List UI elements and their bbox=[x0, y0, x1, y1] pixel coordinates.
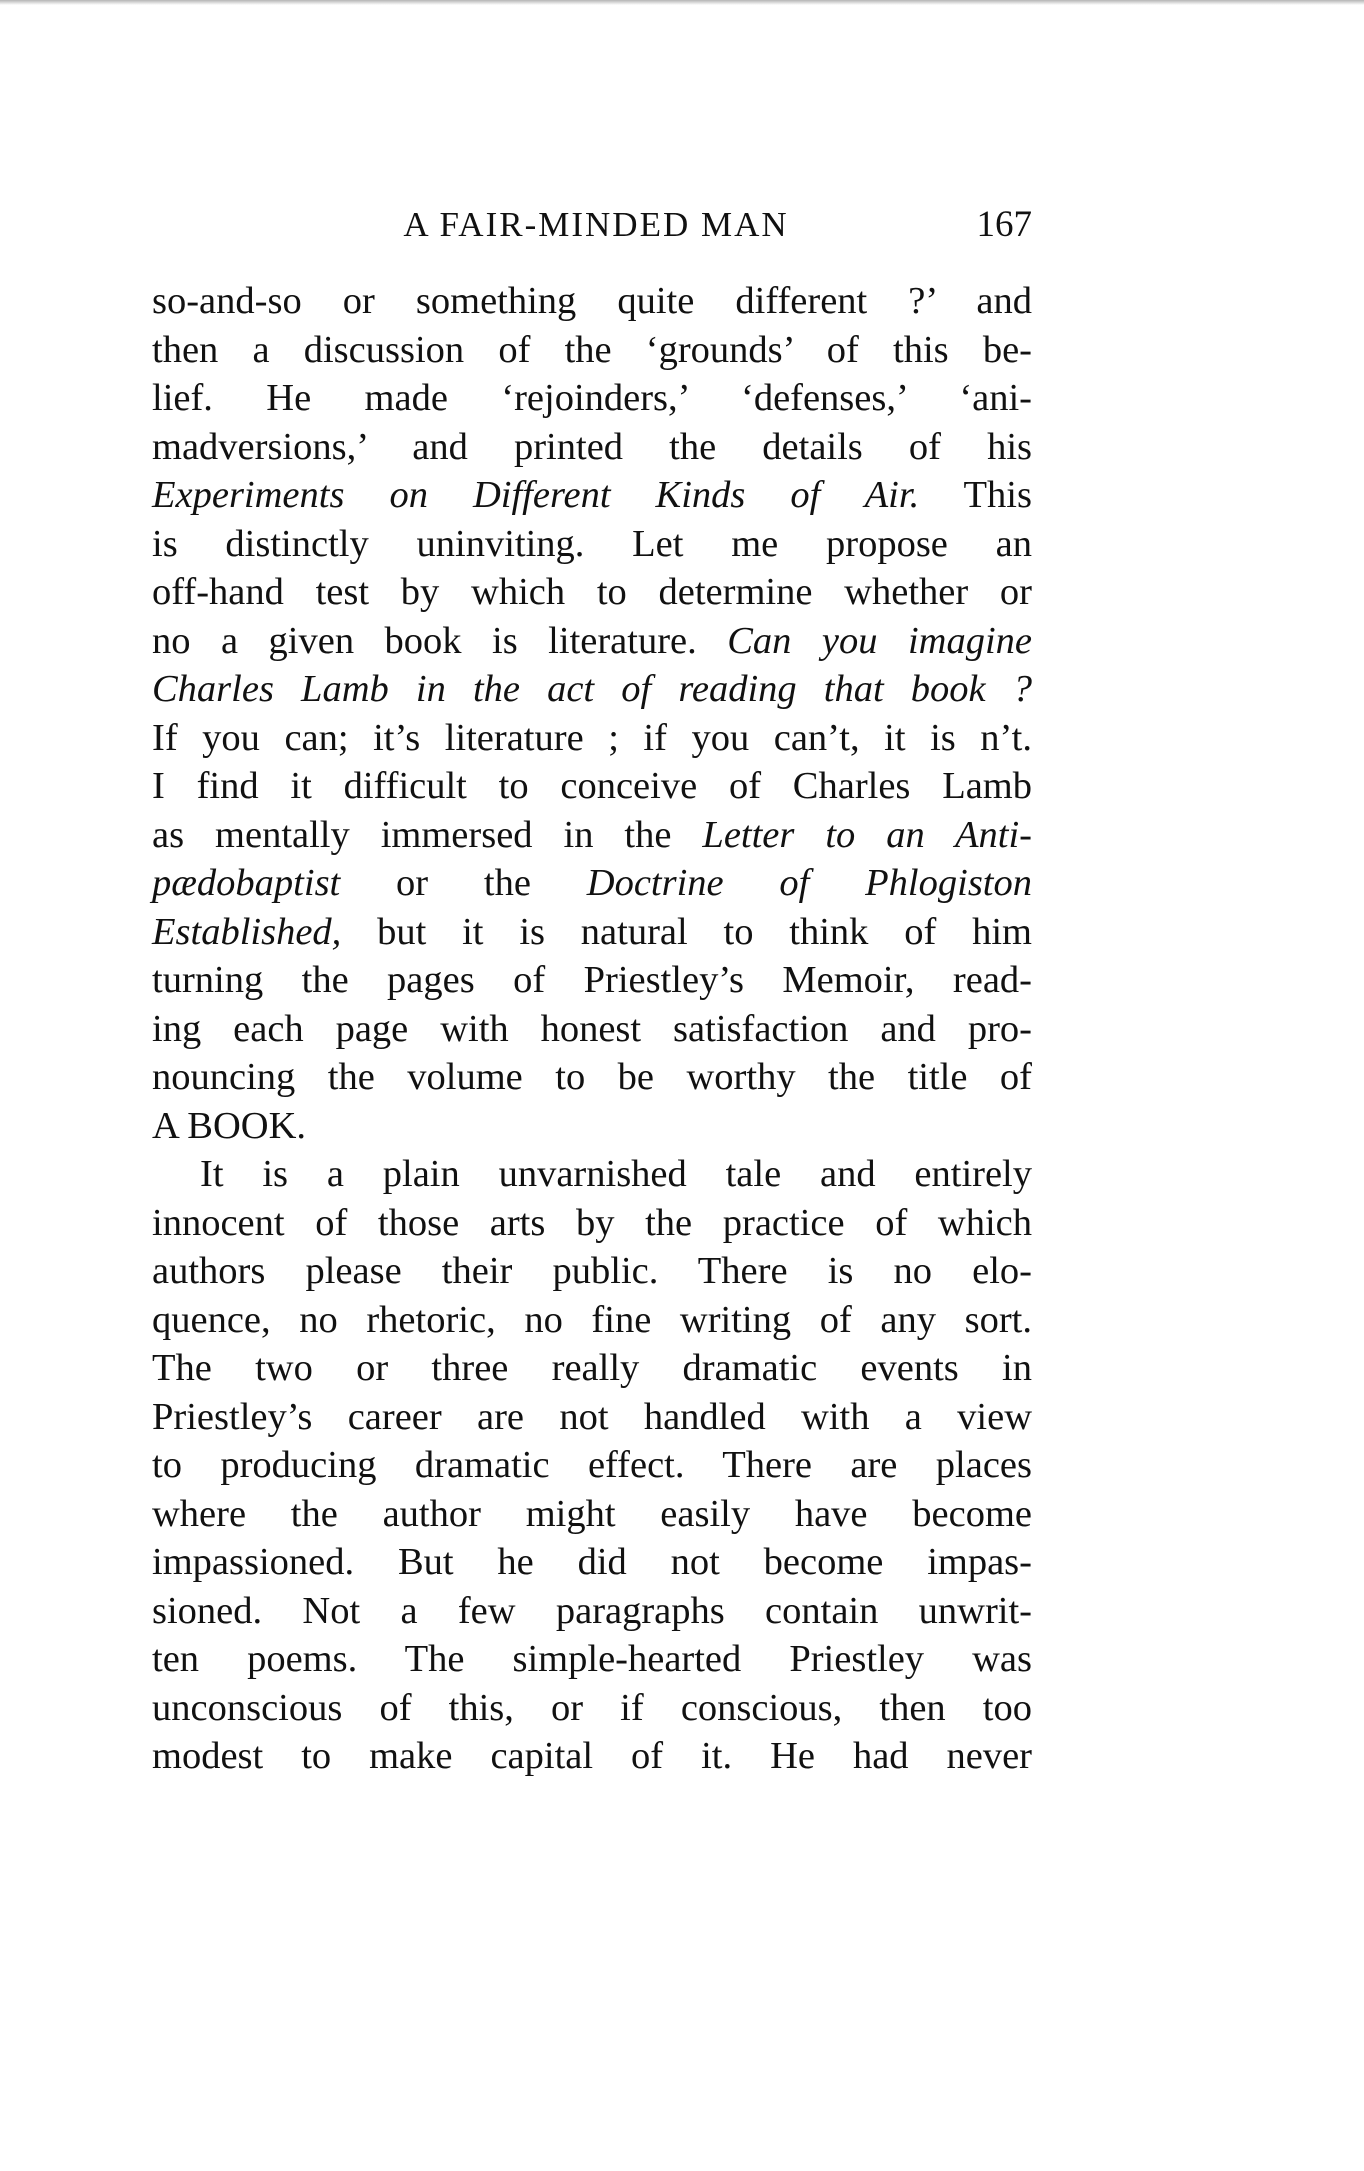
text-line: is distinctly uninviting. Let me propose an bbox=[152, 522, 1032, 565]
page-number: 167 bbox=[976, 204, 1032, 245]
text-line: modest to make capital of it. He had never bbox=[152, 1735, 1032, 1777]
italic-title: Experiments on Different Kinds of Air. bbox=[152, 474, 920, 516]
text-line: sioned. Not a few paragraphs contain unwrit- bbox=[152, 1589, 1032, 1632]
text-line: no a given book is literature. Can you imagine bbox=[152, 619, 1032, 662]
italic-question: Charles Lamb in the act of reading that book ? bbox=[152, 668, 1032, 710]
text-line: I find it difficult to conceive of Charles Lamb bbox=[152, 765, 1032, 807]
text-line: The two or three really dramatic events in bbox=[152, 1347, 1032, 1389]
text-line: It is a plain unvarnished tale and entirely bbox=[200, 1153, 1032, 1195]
text-line: lief. He made ‘rejoinders,’ ‘defenses,’ ‘ani- bbox=[152, 377, 1032, 419]
text-line: turning the pages of Priestley’s Memoir, read- bbox=[152, 959, 1032, 1001]
page-top-edge bbox=[0, 0, 1364, 5]
text-line: where the author might easily have become bbox=[152, 1492, 1032, 1535]
italic-question: Can you imagine bbox=[727, 619, 1032, 662]
text-line: nouncing the volume to be worthy the title of bbox=[152, 1056, 1032, 1098]
text-line: ten poems. The simple-hearted Priestley was bbox=[152, 1638, 1032, 1680]
text-line: pædobaptist or the Doctrine of Phlogiston bbox=[152, 862, 1032, 904]
text-line: then a discussion of the ‘grounds’ of this be- bbox=[152, 328, 1032, 371]
text-line: as mentally immersed in the Letter to an Anti- bbox=[152, 813, 1032, 856]
text-line bbox=[152, 665, 1032, 714]
text-line: Established, but it is natural to think of him bbox=[152, 910, 1032, 953]
text-line: so-and-so or something quite different ?’ and bbox=[152, 280, 1032, 322]
text-line: to producing dramatic effect. There are places bbox=[152, 1444, 1032, 1486]
text-line: A BOOK. bbox=[152, 1104, 307, 1147]
body-text bbox=[152, 277, 1032, 1781]
text-line: Priestley’s career are not handled with a view bbox=[152, 1395, 1032, 1438]
italic-title: Established, bbox=[152, 910, 342, 953]
text-line: unconscious of this, or if conscious, then too bbox=[152, 1686, 1032, 1729]
text-line: quence, no rhetoric, no fine writing of any sort. bbox=[152, 1298, 1032, 1341]
text-line: impassioned. But he did not become impas- bbox=[152, 1541, 1032, 1583]
running-head: A FAIR-MINDED MAN bbox=[403, 205, 789, 244]
italic-title: Letter to an Anti- bbox=[702, 813, 1032, 856]
italic-title: pædobaptist bbox=[152, 862, 341, 904]
page-header bbox=[160, 200, 1032, 250]
text-line: ing each page with honest satisfaction and pro- bbox=[152, 1007, 1032, 1050]
text-line: madversions,’ and printed the details of his bbox=[152, 425, 1032, 468]
italic-title: Doctrine of Phlogiston bbox=[586, 862, 1032, 904]
text-line: authors please their public. There is no elo- bbox=[152, 1250, 1032, 1292]
text-line: Experiments on Different Kinds of Air. This bbox=[152, 474, 1032, 516]
text-line: innocent of those arts by the practice of which bbox=[152, 1201, 1032, 1244]
text-line: If you can; it’s literature ; if you can’t, it is n’t. bbox=[152, 716, 1032, 759]
text-line: off-hand test by which to determine whether or bbox=[152, 571, 1032, 613]
